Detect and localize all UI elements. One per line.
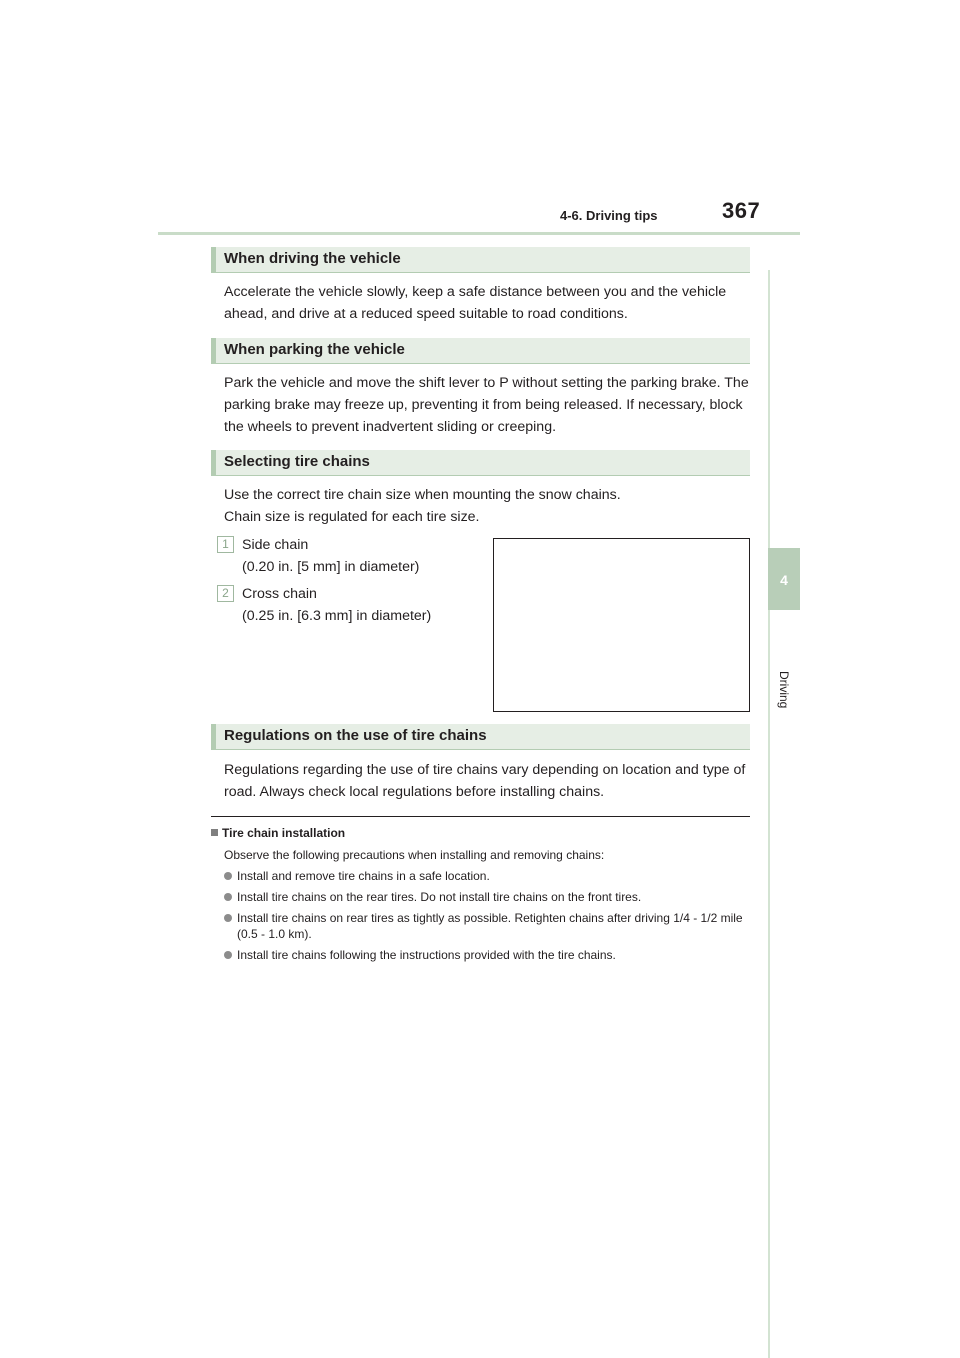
note-bullet-text: Install tire chains on the rear tires. Do not install tire chains on the front tires.: [237, 890, 642, 904]
section-title: Selecting tire chains: [224, 453, 370, 470]
item-detail-side-chain: (0.20 in. [5 mm] in diameter): [242, 559, 420, 575]
section-body-line-1: Use the correct tire chain size when mounting the snow chains.: [224, 487, 621, 503]
header-rule: [158, 232, 800, 235]
page-number: 367: [722, 198, 761, 223]
callout-number-1: 1: [217, 536, 234, 553]
section-heading-parking: [211, 338, 750, 364]
bullet-dot-icon: [224, 914, 232, 922]
note-bullet: [224, 910, 754, 942]
note-bullet: [224, 889, 754, 905]
square-bullet-icon: [211, 829, 218, 836]
section-heading-tire-chains: [211, 450, 750, 476]
section-body-driving: Accelerate the vehicle slowly, keep a safe distance between you and the vehicle ahead, and drive at a reduced speed suitable to road conditions.: [224, 284, 727, 322]
bullet-dot-icon: [224, 872, 232, 880]
note-bullet: [224, 947, 754, 963]
section-heading-driving: [211, 247, 750, 273]
note-bullet-text: Install and remove tire chains in a safe location.: [237, 869, 490, 883]
tire-chain-illustration: [493, 538, 750, 712]
note-bullet-text: Install tire chains following the instructions provided with the tire chains.: [237, 948, 616, 962]
section-body-regulations: Regulations regarding the use of tire chains vary depending on location and type of road. Always check local regulations before installing chains.: [224, 762, 746, 800]
bullet-dot-icon: [224, 951, 232, 959]
section-body-parking: Park the vehicle and move the shift lever to P without setting the parking brake. The parking brake may freeze up, preventing it from being released. If necessary, block the wheels to prevent inadvertent sliding or creeping.: [224, 375, 749, 435]
notes-heading-text: Tire chain installation: [222, 826, 346, 840]
side-tab-strip: [768, 270, 770, 1358]
section-title: Regulations on the use of tire chains: [224, 727, 487, 744]
running-header-section: 4-6. Driving tips: [560, 208, 658, 223]
notes-heading: [211, 826, 345, 840]
bullet-dot-icon: [224, 893, 232, 901]
section-body-line-2: Chain size is regulated for each tire size.: [224, 509, 480, 525]
item-label-cross-chain: Cross chain: [242, 586, 317, 602]
section-heading-regulations: [211, 724, 750, 750]
item-label-side-chain: Side chain: [242, 537, 309, 553]
notes-intro: Observe the following precautions when installing and removing chains:: [224, 848, 605, 862]
note-bullet: [224, 868, 754, 884]
note-bullet-text: Install tire chains on rear tires as tightly as possible. Retighten chains after driving 1/4 - 1/2 mile (0.5 - 1.0 km).: [237, 911, 743, 941]
section-title: When parking the vehicle: [224, 341, 405, 358]
chapter-tab-label: Driving: [777, 671, 791, 709]
chapter-tab-number: 4: [780, 572, 788, 588]
section-title: When driving the vehicle: [224, 250, 401, 267]
notes-divider: [211, 816, 750, 817]
item-detail-cross-chain: (0.25 in. [6.3 mm] in diameter): [242, 608, 432, 624]
callout-number-2: 2: [217, 585, 234, 602]
